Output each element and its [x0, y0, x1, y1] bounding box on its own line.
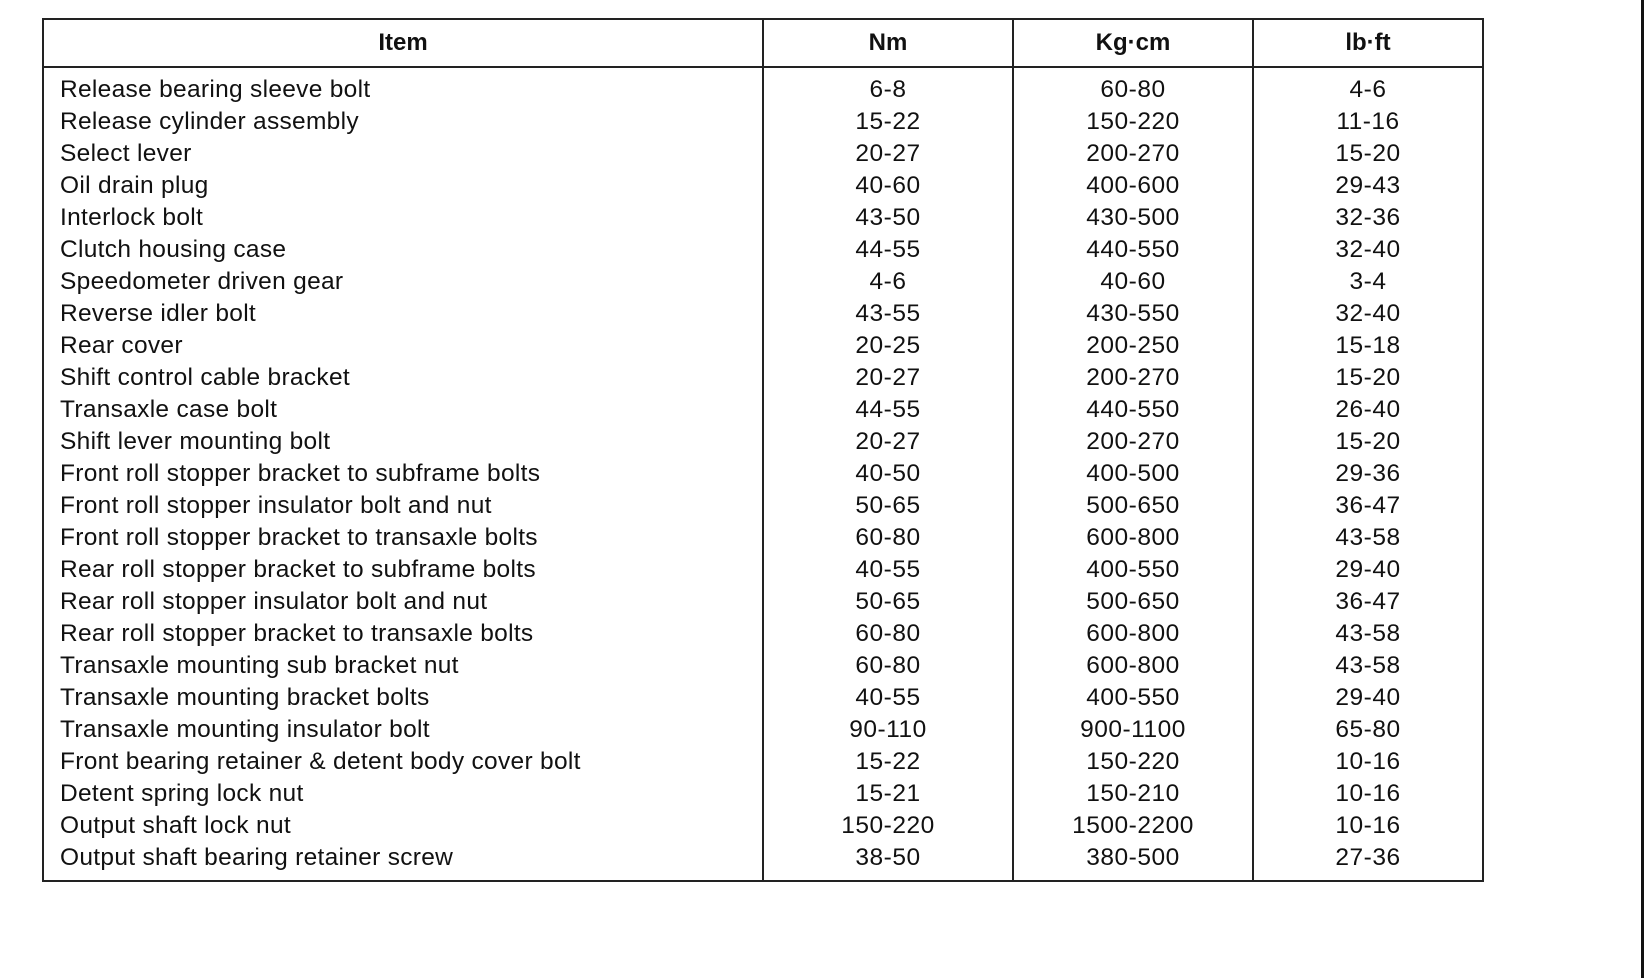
table-row	[43, 810, 1483, 842]
cell-lbft: 36-47	[1253, 586, 1483, 618]
table-row	[43, 426, 1483, 458]
cell-kgcm: 150-220	[1013, 746, 1253, 778]
table-row	[43, 330, 1483, 362]
cell-kgcm: 430-500	[1013, 202, 1253, 234]
cell-item: Output shaft lock nut	[43, 810, 763, 842]
cell-lbft: 15-20	[1253, 138, 1483, 170]
cell-item: Transaxle mounting insulator bolt	[43, 714, 763, 746]
cell-item: Shift control cable bracket	[43, 362, 763, 394]
cell-lbft: 43-58	[1253, 618, 1483, 650]
cell-kgcm: 400-550	[1013, 682, 1253, 714]
table-row	[43, 778, 1483, 810]
table-row	[43, 67, 1483, 106]
table-row	[43, 170, 1483, 202]
cell-nm: 15-21	[763, 778, 1013, 810]
table-row	[43, 586, 1483, 618]
cell-lbft: 15-20	[1253, 426, 1483, 458]
cell-kgcm: 400-500	[1013, 458, 1253, 490]
cell-item: Front bearing retainer & detent body cover bolt	[43, 746, 763, 778]
table-row	[43, 650, 1483, 682]
cell-item: Transaxle mounting sub bracket nut	[43, 650, 763, 682]
cell-lbft: 32-40	[1253, 298, 1483, 330]
cell-nm: 40-50	[763, 458, 1013, 490]
header-kgcm: Kg·cm	[1013, 19, 1253, 67]
cell-nm: 60-80	[763, 618, 1013, 650]
cell-item: Front roll stopper insulator bolt and nut	[43, 490, 763, 522]
cell-item: Rear roll stopper insulator bolt and nut	[43, 586, 763, 618]
table-row	[43, 842, 1483, 881]
cell-item: Release cylinder assembly	[43, 106, 763, 138]
cell-lbft: 43-58	[1253, 650, 1483, 682]
table-row	[43, 106, 1483, 138]
cell-nm: 50-65	[763, 586, 1013, 618]
cell-item: Rear roll stopper bracket to transaxle bolts	[43, 618, 763, 650]
cell-lbft: 32-40	[1253, 234, 1483, 266]
cell-kgcm: 200-270	[1013, 362, 1253, 394]
table-row	[43, 490, 1483, 522]
cell-nm: 40-55	[763, 682, 1013, 714]
torque-spec-table	[42, 18, 1484, 882]
cell-item: Interlock bolt	[43, 202, 763, 234]
cell-nm: 60-80	[763, 522, 1013, 554]
cell-lbft: 10-16	[1253, 778, 1483, 810]
cell-kgcm: 150-210	[1013, 778, 1253, 810]
table-row	[43, 234, 1483, 266]
cell-kgcm: 380-500	[1013, 842, 1253, 881]
cell-nm: 150-220	[763, 810, 1013, 842]
cell-kgcm: 40-60	[1013, 266, 1253, 298]
cell-kgcm: 500-650	[1013, 586, 1253, 618]
cell-kgcm: 440-550	[1013, 394, 1253, 426]
cell-lbft: 26-40	[1253, 394, 1483, 426]
cell-nm: 15-22	[763, 746, 1013, 778]
table-header	[43, 19, 1483, 67]
cell-lbft: 15-18	[1253, 330, 1483, 362]
cell-item: Shift lever mounting bolt	[43, 426, 763, 458]
cell-lbft: 32-36	[1253, 202, 1483, 234]
cell-kgcm: 60-80	[1013, 67, 1253, 106]
cell-nm: 60-80	[763, 650, 1013, 682]
cell-kgcm: 200-270	[1013, 426, 1253, 458]
cell-item: Output shaft bearing retainer screw	[43, 842, 763, 881]
cell-kgcm: 1500-2200	[1013, 810, 1253, 842]
cell-nm: 43-55	[763, 298, 1013, 330]
cell-nm: 40-60	[763, 170, 1013, 202]
cell-kgcm: 600-800	[1013, 522, 1253, 554]
cell-lbft: 4-6	[1253, 67, 1483, 106]
cell-nm: 20-27	[763, 362, 1013, 394]
cell-lbft: 29-40	[1253, 554, 1483, 586]
table-row	[43, 554, 1483, 586]
table-row	[43, 298, 1483, 330]
cell-kgcm: 900-1100	[1013, 714, 1253, 746]
table-row	[43, 714, 1483, 746]
table-row	[43, 202, 1483, 234]
cell-lbft: 36-47	[1253, 490, 1483, 522]
cell-nm: 43-50	[763, 202, 1013, 234]
cell-kgcm: 500-650	[1013, 490, 1253, 522]
cell-item: Release bearing sleeve bolt	[43, 67, 763, 106]
cell-nm: 40-55	[763, 554, 1013, 586]
cell-kgcm: 400-600	[1013, 170, 1253, 202]
cell-item: Oil drain plug	[43, 170, 763, 202]
cell-nm: 38-50	[763, 842, 1013, 881]
table-row	[43, 682, 1483, 714]
table-row	[43, 746, 1483, 778]
cell-nm: 15-22	[763, 106, 1013, 138]
cell-nm: 44-55	[763, 394, 1013, 426]
cell-item: Transaxle mounting bracket bolts	[43, 682, 763, 714]
cell-kgcm: 600-800	[1013, 618, 1253, 650]
cell-nm: 6-8	[763, 67, 1013, 106]
cell-kgcm: 600-800	[1013, 650, 1253, 682]
cell-nm: 90-110	[763, 714, 1013, 746]
header-lbft: lb·ft	[1253, 19, 1483, 67]
cell-lbft: 10-16	[1253, 746, 1483, 778]
table-row	[43, 394, 1483, 426]
table-row	[43, 266, 1483, 298]
cell-nm: 20-27	[763, 426, 1013, 458]
cell-item: Front roll stopper bracket to subframe bolts	[43, 458, 763, 490]
cell-item: Reverse idler bolt	[43, 298, 763, 330]
cell-item: Front roll stopper bracket to transaxle bolts	[43, 522, 763, 554]
table-row	[43, 458, 1483, 490]
cell-lbft: 11-16	[1253, 106, 1483, 138]
cell-kgcm: 430-550	[1013, 298, 1253, 330]
cell-lbft: 43-58	[1253, 522, 1483, 554]
cell-nm: 4-6	[763, 266, 1013, 298]
header-row	[43, 19, 1483, 67]
table-row	[43, 138, 1483, 170]
cell-item: Clutch housing case	[43, 234, 763, 266]
cell-item: Rear roll stopper bracket to subframe bolts	[43, 554, 763, 586]
cell-lbft: 29-36	[1253, 458, 1483, 490]
cell-item: Rear cover	[43, 330, 763, 362]
cell-item: Transaxle case bolt	[43, 394, 763, 426]
cell-lbft: 29-40	[1253, 682, 1483, 714]
cell-lbft: 29-43	[1253, 170, 1483, 202]
table-row	[43, 522, 1483, 554]
table-row	[43, 618, 1483, 650]
cell-nm: 20-27	[763, 138, 1013, 170]
cell-item: Detent spring lock nut	[43, 778, 763, 810]
page-edge-rule	[1641, 0, 1644, 978]
cell-nm: 50-65	[763, 490, 1013, 522]
cell-nm: 20-25	[763, 330, 1013, 362]
cell-kgcm: 400-550	[1013, 554, 1253, 586]
cell-kgcm: 200-250	[1013, 330, 1253, 362]
cell-lbft: 10-16	[1253, 810, 1483, 842]
header-item: Item	[43, 19, 763, 67]
cell-kgcm: 150-220	[1013, 106, 1253, 138]
cell-lbft: 27-36	[1253, 842, 1483, 881]
cell-lbft: 3-4	[1253, 266, 1483, 298]
cell-lbft: 15-20	[1253, 362, 1483, 394]
table-body	[43, 67, 1483, 881]
header-nm: Nm	[763, 19, 1013, 67]
cell-nm: 44-55	[763, 234, 1013, 266]
cell-item: Speedometer driven gear	[43, 266, 763, 298]
cell-kgcm: 200-270	[1013, 138, 1253, 170]
cell-kgcm: 440-550	[1013, 234, 1253, 266]
table-row	[43, 362, 1483, 394]
cell-lbft: 65-80	[1253, 714, 1483, 746]
cell-item: Select lever	[43, 138, 763, 170]
torque-spec-table-wrapper	[42, 18, 1482, 882]
